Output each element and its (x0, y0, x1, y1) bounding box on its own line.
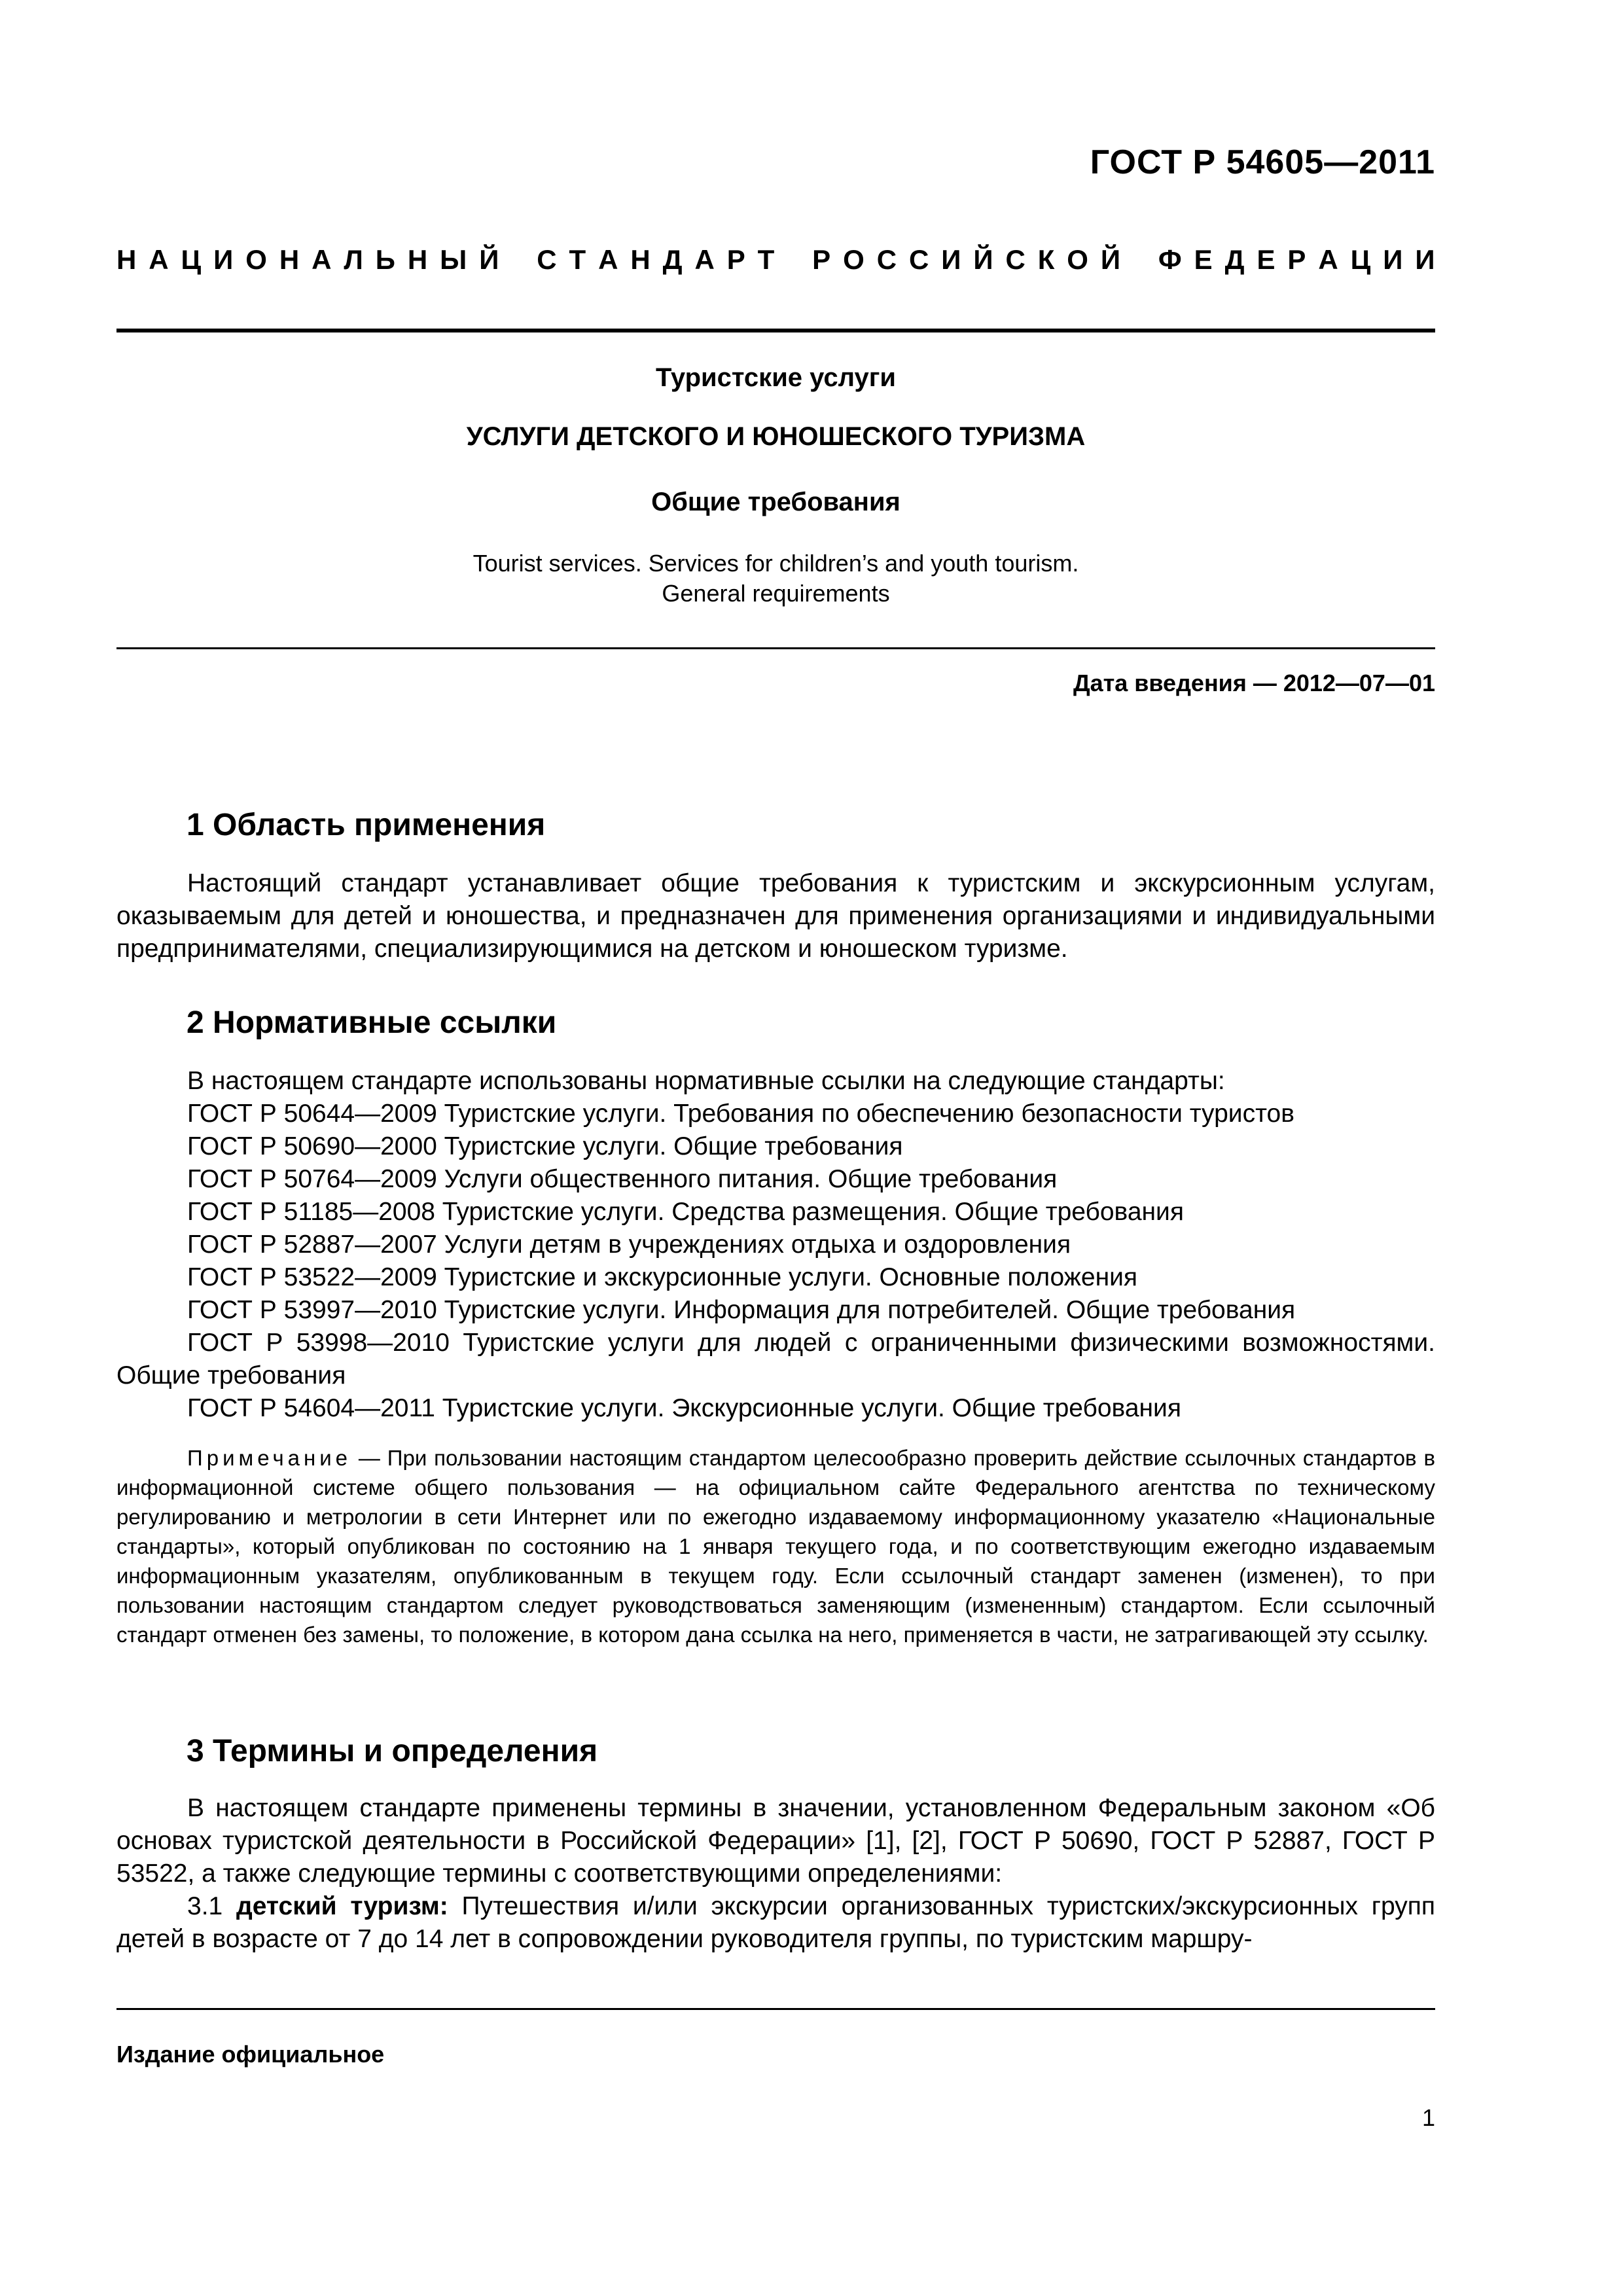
banner-letter: Ь (375, 244, 395, 275)
banner-letter: С (1005, 244, 1026, 275)
section-3-heading: 3 Термины и определения (187, 1734, 598, 1768)
english-title (116, 548, 1435, 609)
banner-letter: Й (1100, 244, 1121, 275)
banner-letter: Н (630, 244, 651, 275)
english-title-line-2: General requirements (662, 580, 890, 607)
banner-letter: А (694, 244, 715, 275)
references-intro: В настоящем стандарте использованы нормативные ссылки на следующие стандарты: (187, 1067, 1225, 1095)
reference-item: ГОСТ Р 53998—2010 Туристские услуги для людей с ограниченными физическими возможностями. Общие требования (116, 1329, 1435, 1390)
reference-item: ГОСТ Р 51185—2008 Туристские услуги. Средства размещения. Общие требования (187, 1198, 1184, 1226)
banner-letter: С (876, 244, 897, 275)
banner-letter: И (1415, 244, 1435, 275)
title-divider (116, 647, 1435, 649)
term-definition (116, 1890, 1435, 1956)
reference-item: ГОСТ Р 50764—2009 Услуги общественного питания. Общие требования (187, 1165, 1058, 1193)
banner-letter: О (843, 244, 865, 275)
introduction-date: Дата введения — 2012—07—01 (1073, 670, 1435, 696)
term-number: 3.1 (187, 1892, 236, 1920)
banner-letter: И (941, 244, 961, 275)
reference-item: ГОСТ Р 54604—2011 Туристские услуги. Экскурсионные услуги. Общие требования (187, 1394, 1181, 1422)
top-divider (116, 329, 1435, 332)
banner-letter: Н (116, 244, 137, 275)
banner-letter: Й (479, 244, 499, 275)
banner-letter: Ц (1350, 244, 1371, 275)
banner-letter: С (908, 244, 929, 275)
normative-references (116, 1065, 1435, 1425)
banner-letter: А (598, 244, 618, 275)
section-2-heading: 2 Нормативные ссылки (187, 1005, 557, 1040)
section-1-heading: 1 Область применения (187, 808, 546, 842)
national-standard-banner (116, 244, 1435, 276)
section-1-text: Настоящий стандарт устанавливает общие требования к туристским и экскурсионным услугам, оказываемым для детей и юношества, и предназначен для применения организациями и индивидуальными предпринимателями, специализирующимися на детском и юношеском туризме. (116, 869, 1435, 963)
reference-item: ГОСТ Р 52887—2007 Услуги детям в учреждениях отдыха и оздоровления (187, 1230, 1071, 1259)
banner-letter: И (213, 244, 234, 275)
english-title-line-1: Tourist services. Services for children’s and youth tourism. (473, 550, 1079, 577)
banner-letter: Е (1194, 244, 1213, 275)
reference-item: ГОСТ Р 53522—2009 Туристские и экскурсионные услуги. Основные положения (187, 1263, 1138, 1291)
page-number: 1 (1421, 2104, 1435, 2131)
banner-letter: А (149, 244, 169, 275)
banner-letter: Р (726, 244, 745, 275)
note-label: Примечание (187, 1446, 352, 1470)
banner-letter: К (1037, 244, 1055, 275)
banner-letter: Й (973, 244, 993, 275)
section-3-intro: В настоящем стандарте применены термины в значении, установленном Федеральным законом «Об основах туристской деятельности в Российской Федерации» [1], [2], ГОСТ Р 50690, ГОСТ Р 52887, ГОСТ Р 53522, а также следующие термины с соответствующими определениями: (116, 1794, 1435, 1888)
reference-item: ГОСТ Р 50690—2000 Туристские услуги. Общие требования (187, 1132, 903, 1160)
banner-letter: О (245, 244, 267, 275)
title-line-1: Туристские услуги (655, 363, 897, 392)
banner-letter: Н (407, 244, 428, 275)
footer-divider (116, 2008, 1435, 2010)
banner-letter: Т (757, 244, 775, 275)
term-text: Путешествия и/или экскурсии организованных туристских/экскурсионных групп детей в возрасте от 7 до 14 лет в сопровождении руководителя группы, по туристским маршру- (116, 1892, 1435, 1953)
banner-letter: Н (279, 244, 300, 275)
banner-letter: С (537, 244, 557, 275)
reference-item: ГОСТ Р 53997—2010 Туристские услуги. Информация для потребителей. Общие требования (187, 1296, 1296, 1324)
banner-letter: Ц (181, 244, 202, 275)
banner-letter: Д (662, 244, 683, 275)
standard-number: ГОСТ Р 54605—2011 (1090, 143, 1435, 181)
banner-letter: А (312, 244, 332, 275)
banner-letter: Р (812, 244, 831, 275)
edition-label: Издание официальное (116, 2041, 385, 2068)
note-text: — При пользовании настоящим стандартом целесообразно проверить действие ссылочных стандартов в информационной системе общего пользования — на официальном сайте Федерального агентства по техническому регулированию и метрологии в сети Интернет или по ежегодно издаваемому информационному указателю «Национальные стандарты», который опубликован по состоянию на 1 января текущего года, и по соответствующим ежегодно издаваемым информационным указателям, опубликованным в текущем году. Если ссылочный стандарт заменен (изменен), то при пользовании настоящим стандартом следует руководствоваться заменяющим (измененным) стандартом. Если ссылочный стандарт отменен без замены, то положение, в котором дана ссылка на него, применяется в части, не затрагивающей эту ссылку. (116, 1446, 1435, 1647)
banner-letter: Е (1257, 244, 1275, 275)
banner-letter: Ф (1158, 244, 1182, 275)
banner-space (511, 244, 524, 276)
banner-space (1133, 244, 1146, 276)
reference-item: ГОСТ Р 50644—2009 Туристские услуги. Требования по обеспечению безопасности туристов (187, 1100, 1294, 1128)
title-line-3: Общие требования (651, 488, 901, 516)
term-name: детский туризм: (236, 1892, 448, 1920)
banner-letter: А (1318, 244, 1338, 275)
banner-letter: Л (344, 244, 363, 275)
references-note (116, 1443, 1435, 1649)
banner-letter: Ы (440, 244, 467, 275)
banner-letter: Д (1224, 244, 1245, 275)
banner-letter: Р (1287, 244, 1306, 275)
banner-letter: И (1383, 244, 1403, 275)
banner-space (787, 244, 800, 276)
banner-letter: Т (569, 244, 586, 275)
banner-letter: О (1067, 244, 1088, 275)
title-line-2: УСЛУГИ ДЕТСКОГО И ЮНОШЕСКОГО ТУРИЗМА (466, 422, 1086, 451)
